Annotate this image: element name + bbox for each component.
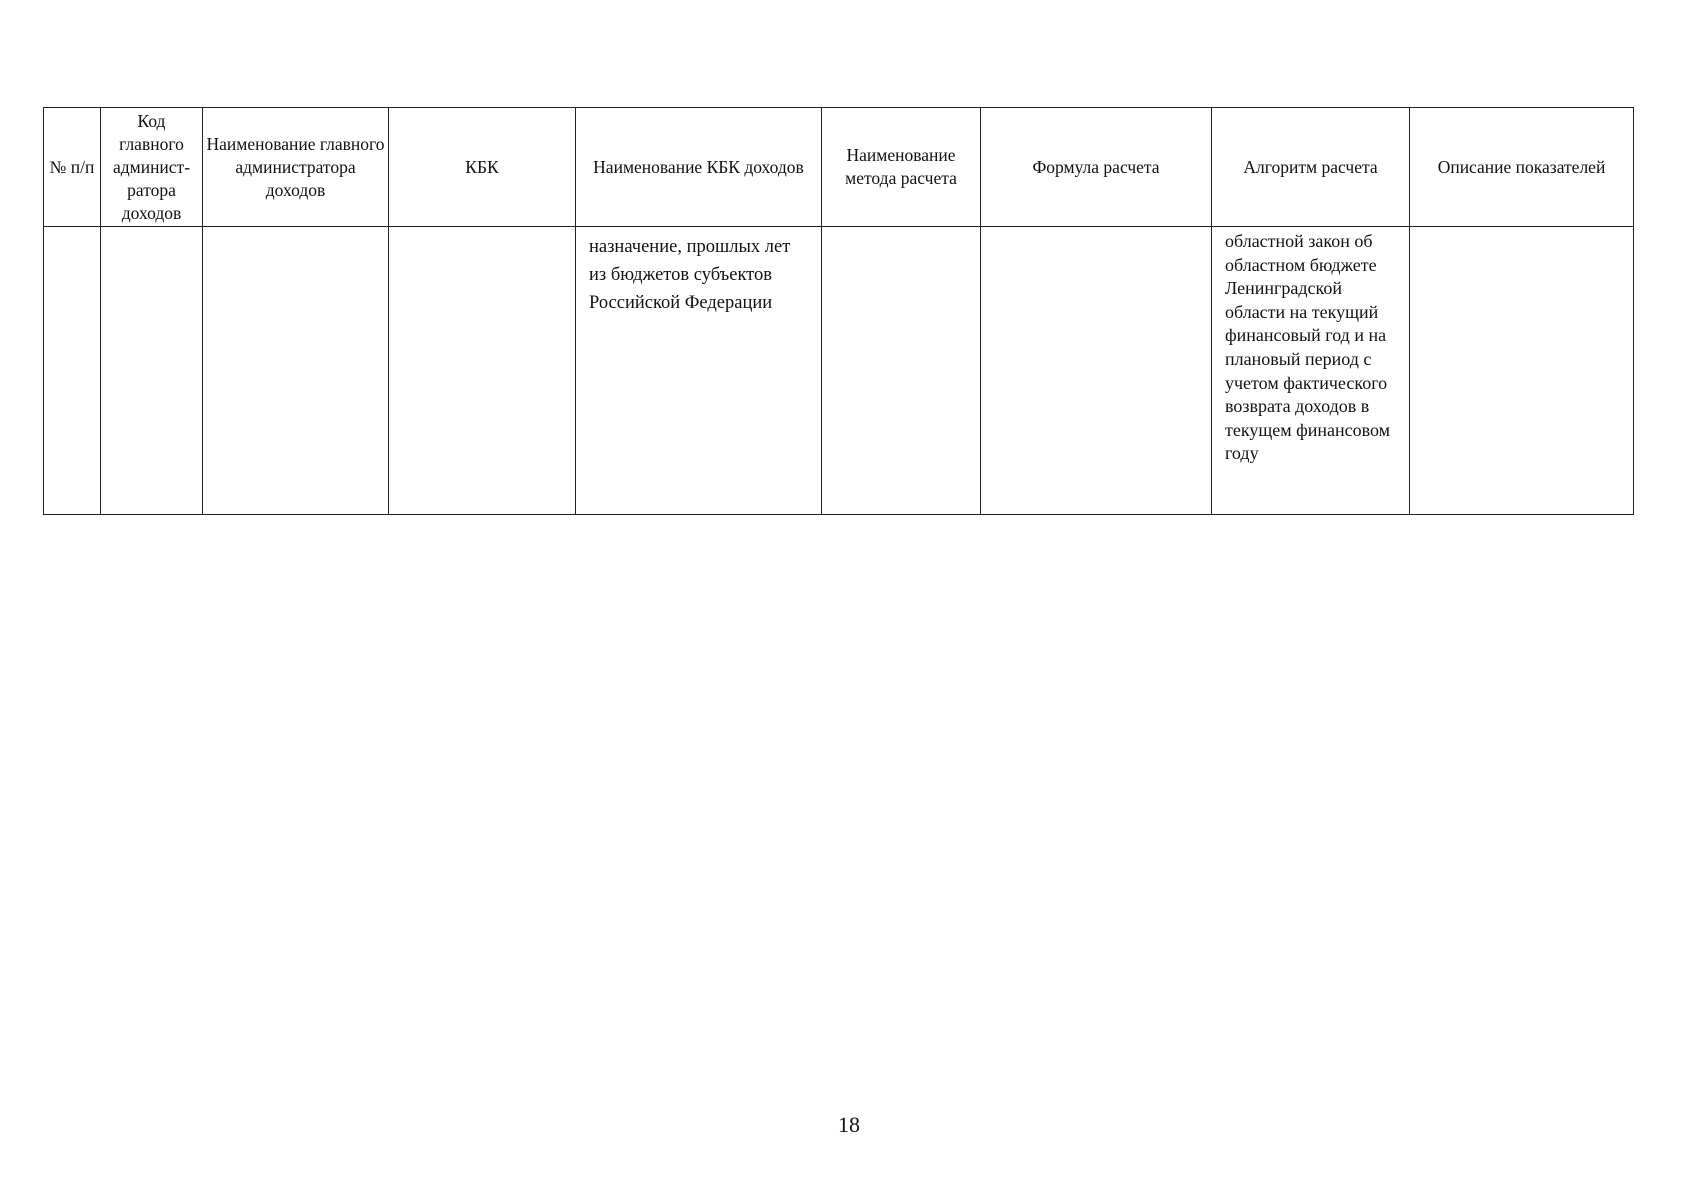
- header-method-name: Наименование метода расчета: [822, 108, 981, 227]
- header-kbk: КБК: [389, 108, 576, 227]
- cell-formula: [981, 227, 1212, 515]
- table-header-row: [44, 108, 1634, 227]
- header-indicators-description: Описание показателей: [1410, 108, 1634, 227]
- cell-admin-code: [101, 227, 203, 515]
- cell-indicators-description: [1410, 227, 1634, 515]
- cell-method-name: [822, 227, 981, 515]
- header-admin-code: Код главного админист-ратора доходов: [101, 108, 203, 227]
- cell-kbk-name: назначение, прошлых лет из бюджетов субъектов Российской Федерации: [576, 227, 822, 515]
- revenue-calculation-table: [43, 107, 1634, 515]
- header-kbk-name: Наименование КБК доходов: [576, 108, 822, 227]
- header-algorithm: Алгоритм расчета: [1212, 108, 1410, 227]
- header-admin-name: Наименование главного администратора доходов: [203, 108, 389, 227]
- cell-kbk: [389, 227, 576, 515]
- table-row: [44, 227, 1634, 515]
- cell-number: [44, 227, 101, 515]
- cell-admin-name: [203, 227, 389, 515]
- page-number: 18: [838, 1112, 860, 1137]
- header-number: № п/п: [44, 108, 101, 227]
- cell-algorithm: областной закон об областном бюджете Ленинградской области на текущий финансовый год и на плановый период с учетом фактического возврата доходов в текущем финансовом году: [1212, 227, 1410, 515]
- header-formula: Формула расчета: [981, 108, 1212, 227]
